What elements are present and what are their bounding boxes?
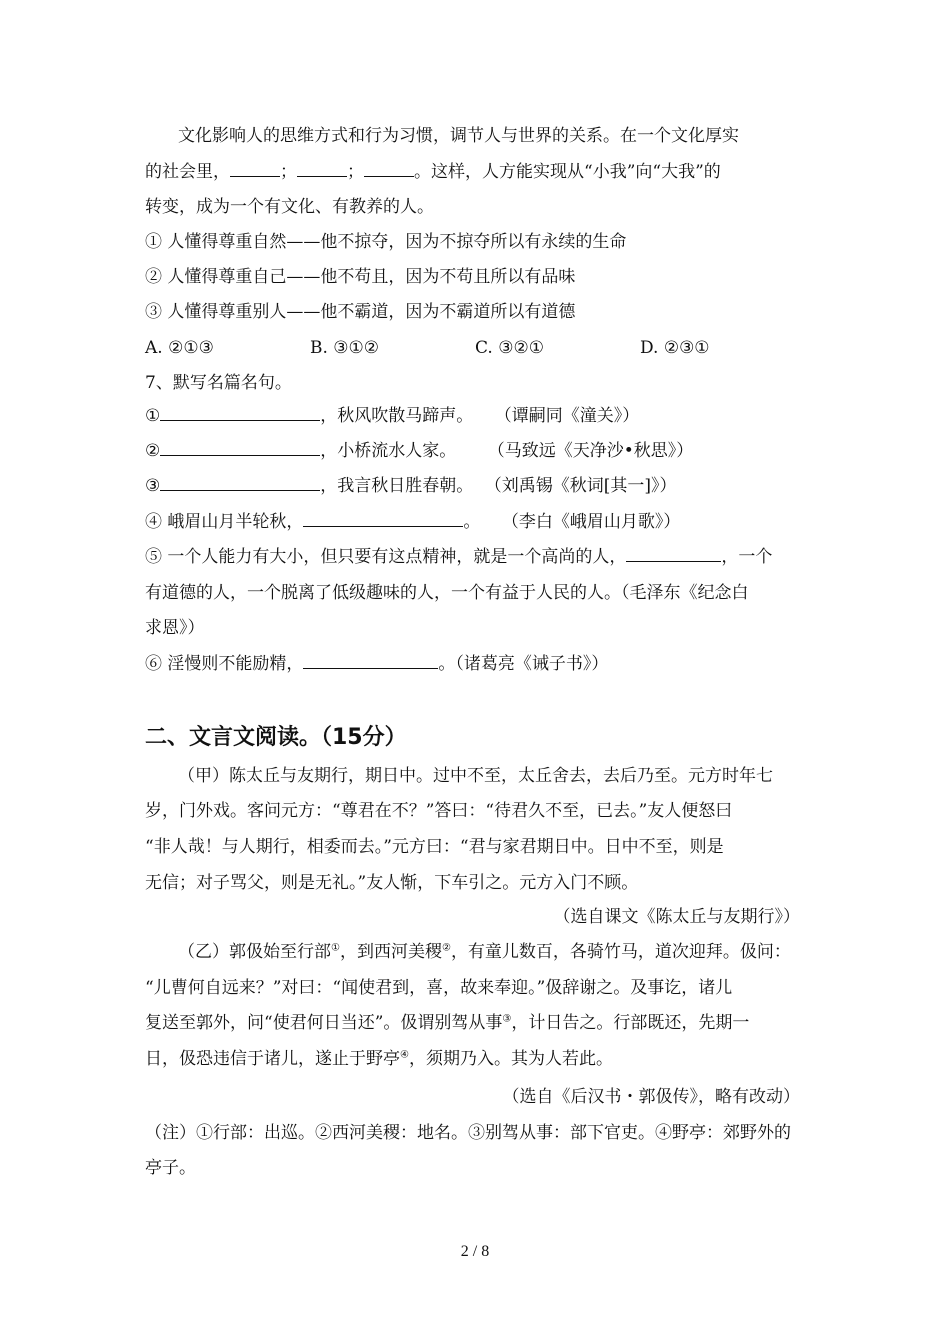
- answer-options: [145, 337, 805, 359]
- source-citation: （选自《后汉书・郭伋传》，略有改动）: [502, 1087, 800, 1107]
- page-number: 2 / 8: [460, 1243, 490, 1260]
- passage-yi-line: （乙）郭伋始至行部①，到西河美稷②，有童儿数百，各骑竹马，道次迎拜。伋问：: [178, 942, 791, 962]
- answer-blank[interactable]: [297, 160, 347, 177]
- dictation-line: ① ，秋风吹散马蹄声。 （谭嗣同《潼关》）: [145, 406, 640, 426]
- footnote-marker: ②: [441, 942, 451, 954]
- choice-item: ③ 人懂得尊重别人——他不霸道，因为不霸道所以有道德: [145, 302, 576, 322]
- footnote-marker: ④: [400, 1049, 409, 1061]
- passage-yi-line: “儿曹何自远来？”对曰：“闻使君到，喜，故来奉迎。”伋辞谢之。及事讫，诸儿: [145, 978, 733, 998]
- dictation-line: ② ，小桥流水人家。 （马致远《天净沙•秋思》）: [145, 441, 694, 461]
- section-heading: 二、文言文阅读。（15分）: [145, 725, 407, 750]
- passage-jia-line: 无信；对子骂父，则是无礼。”友人惭，下车引之。元方入门不顾。: [145, 873, 639, 893]
- dictation-line: ⑤ 一个人能力有大小，但只要有这点精神，就是一个高尚的人， ，一个: [145, 547, 773, 567]
- dictation-line: 有道德的人，一个脱离了低级趣味的人，一个有益于人民的人。（毛泽东《纪念白: [145, 583, 749, 603]
- answer-blank[interactable]: [160, 474, 320, 491]
- answer-blank[interactable]: [303, 652, 438, 669]
- footnote-marker: ③: [502, 1013, 512, 1025]
- option-b[interactable]: B. ③①②: [310, 338, 380, 358]
- option-d[interactable]: D. ②③①: [640, 338, 710, 358]
- answer-blank[interactable]: [160, 404, 320, 421]
- option-a[interactable]: A. ②①③: [145, 338, 214, 358]
- choice-item: ① 人懂得尊重自然——他不掠夺，因为不掠夺所以有永续的生命: [145, 232, 627, 252]
- passage-yi-line: 复送至郭外，问“使君何日当还”。伋谓别驾从事③，计日告之。行部既还，先期一: [145, 1013, 750, 1033]
- passage-jia-line: 岁，门外戏。客问元方：“尊君在不？”答曰：“待君久不至，已去。”友人便怒曰: [145, 801, 733, 821]
- note-line: （注）①行部：出巡。②西河美稷：地名。③别驾从事：部下官吏。④野亭：郊野外的: [145, 1123, 791, 1143]
- dictation-line: ⑥ 淫慢则不能励精， 。（诸葛亮《诫子书》）: [145, 654, 609, 674]
- answer-blank[interactable]: [626, 545, 721, 562]
- passage-line: 转变，成为一个有文化、有教养的人。: [145, 197, 434, 217]
- answer-blank[interactable]: [230, 160, 280, 177]
- note-line: 亭子。: [145, 1158, 196, 1178]
- passage-line-blanks: 的社会里， ； ； 。这样，人方能实现从“小我”向“大我”的: [145, 162, 721, 182]
- dictation-line: 求恩》）: [145, 618, 205, 638]
- choice-item: ② 人懂得尊重自己——他不苟且，因为不苟且所以有品味: [145, 267, 576, 287]
- footnote-marker: ①: [331, 942, 340, 954]
- option-c[interactable]: C. ③②①: [475, 338, 544, 358]
- answer-blank[interactable]: [160, 439, 320, 456]
- passage-line: 文化影响人的思维方式和行为习惯，调节人与世界的关系。在一个文化厚实: [178, 126, 739, 146]
- answer-blank[interactable]: [364, 160, 414, 177]
- dictation-line: ③ ，我言秋日胜春朝。 （刘禹锡《秋词[其一]》）: [145, 476, 677, 496]
- source-citation: （选自课文《陈太丘与友期行》）: [553, 907, 800, 927]
- answer-blank[interactable]: [303, 510, 463, 527]
- question-title: 7、默写名篇名句。: [145, 373, 292, 393]
- dictation-line: ④ 峨眉山月半轮秋， 。 （李白《峨眉山月歌》）: [145, 512, 681, 532]
- passage-jia-line: “非人哉！与人期行，相委而去。”元方曰：“君与家君期日中。日中不至，则是: [145, 837, 724, 857]
- passage-yi-line: 日，伋恐违信于诸儿，遂止于野亭④，须期乃入。其为人若此。: [145, 1049, 613, 1069]
- passage-jia-line: （甲）陈太丘与友期行，期日中。过中不至，太丘舍去，去后乃至。元方时年七: [178, 766, 773, 786]
